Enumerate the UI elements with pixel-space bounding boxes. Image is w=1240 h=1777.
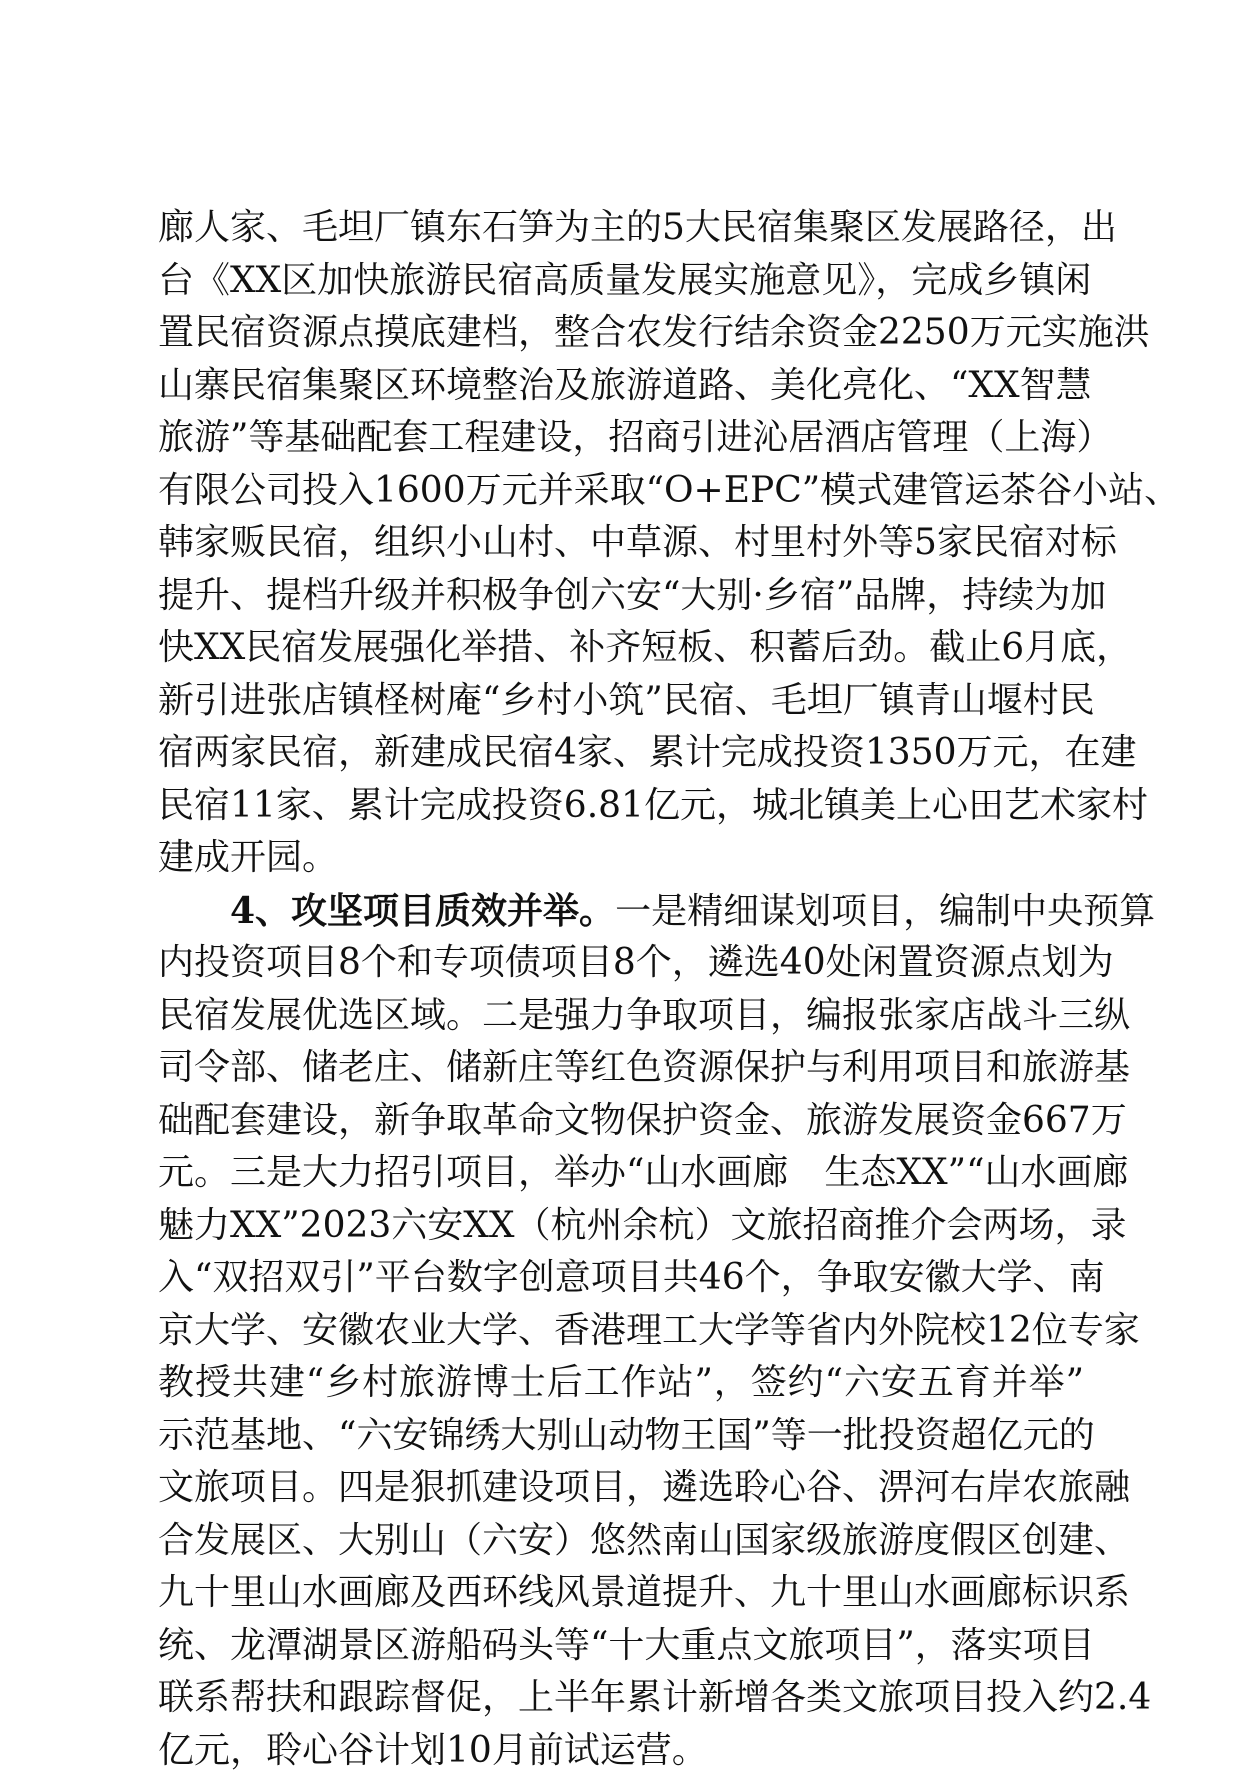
text-line: 亿元，聆心谷计划10月前试运营。 (158, 1725, 1084, 1777)
text-line: 九十里山水画廊及西环线风景道提升、九十里山水画廊标识系 (158, 1567, 1084, 1620)
text-line: 入“双招双引”平台数字创意项目共46个，争取安徽大学、南 (158, 1252, 1084, 1305)
text-line: 元。三是大力招引项目，举办“山水画廊 生态XX”“山水画廊 (158, 1147, 1084, 1200)
text-line: 提升、提档升级并积极争创六安“大别·乡宿”品牌，持续为加 (158, 570, 1084, 623)
text-line: 文旅项目。四是狠抓建设项目，遴选聆心谷、淠河右岸农旅融 (158, 1462, 1084, 1515)
text-line: 台《XX区加快旅游民宿高质量发展实施意见》，完成乡镇闲 (158, 255, 1084, 308)
text-line: 教授共建“乡村旅游博士后工作站”，签约“六安五育并举” (158, 1357, 1084, 1410)
text-line: 旅游”等基础配套工程建设，招商引进沁居酒店管理（上海） (158, 412, 1084, 465)
paragraph-homestay (158, 202, 1084, 885)
text-line: 联系帮扶和跟踪督促，上半年累计新增各类文旅项目投入约2.4 (158, 1672, 1084, 1725)
text-line: 宿两家民宿，新建成民宿4家、累计完成投资1350万元，在建 (158, 727, 1084, 780)
text-line: 有限公司投入1600万元并采取“O+EPC”模式建管运茶谷小站、 (158, 465, 1084, 518)
text-line: 示范基地、“六安锦绣大别山动物王国”等一批投资超亿元的 (158, 1410, 1084, 1463)
text-line: 司令部、储老庄、储新庄等红色资源保护与利用项目和旅游基 (158, 1042, 1084, 1095)
text-line: 建成开园。 (158, 832, 1084, 885)
text-line: 韩家贩民宿，组织小山村、中草源、村里村外等5家民宿对标 (158, 517, 1084, 570)
heading-line-rest: 一是精细谋划项目，编制中央预算 (615, 891, 1155, 932)
text-line: 置民宿资源点摸底建档，整合农发行结余资金2250万元实施洪 (158, 307, 1084, 360)
paragraph-first-line (158, 885, 1084, 938)
text-line: 新引进张店镇柽树庵“乡村小筑”民宿、毛坦厂镇青山堰村民 (158, 675, 1084, 728)
text-line: 合发展区、大别山（六安）悠然南山国家级旅游度假区创建、 (158, 1515, 1084, 1568)
text-line: 内投资项目8个和专项债项目8个，遴选40处闲置资源点划为 (158, 937, 1084, 990)
text-line: 础配套建设，新争取革命文物保护资金、旅游发展资金667万 (158, 1095, 1084, 1148)
text-line: 山寨民宿集聚区环境整治及旅游道路、美化亮化、“XX智慧 (158, 360, 1084, 413)
text-line: 魅力XX”2023六安XX（杭州余杭）文旅招商推介会两场，录 (158, 1200, 1084, 1253)
document-body (158, 202, 1084, 1777)
text-line: 民宿11家、累计完成投资6.81亿元，城北镇美上心田艺术家村 (158, 780, 1084, 833)
text-line: 民宿发展优选区域。二是强力争取项目，编报张家店战斗三纵 (158, 990, 1084, 1043)
section-heading: 4、攻坚项目质效并举。 (230, 890, 615, 932)
paragraph-projects (158, 885, 1084, 1777)
text-line: 廊人家、毛坦厂镇东石笋为主的5大民宿集聚区发展路径，出 (158, 202, 1084, 255)
text-line: 京大学、安徽农业大学、香港理工大学等省内外院校12位专家 (158, 1305, 1084, 1358)
text-line: 快XX民宿发展强化举措、补齐短板、积蓄后劲。截止6月底， (158, 622, 1084, 675)
text-line: 统、龙潭湖景区游船码头等“十大重点文旅项目”，落实项目 (158, 1620, 1084, 1673)
